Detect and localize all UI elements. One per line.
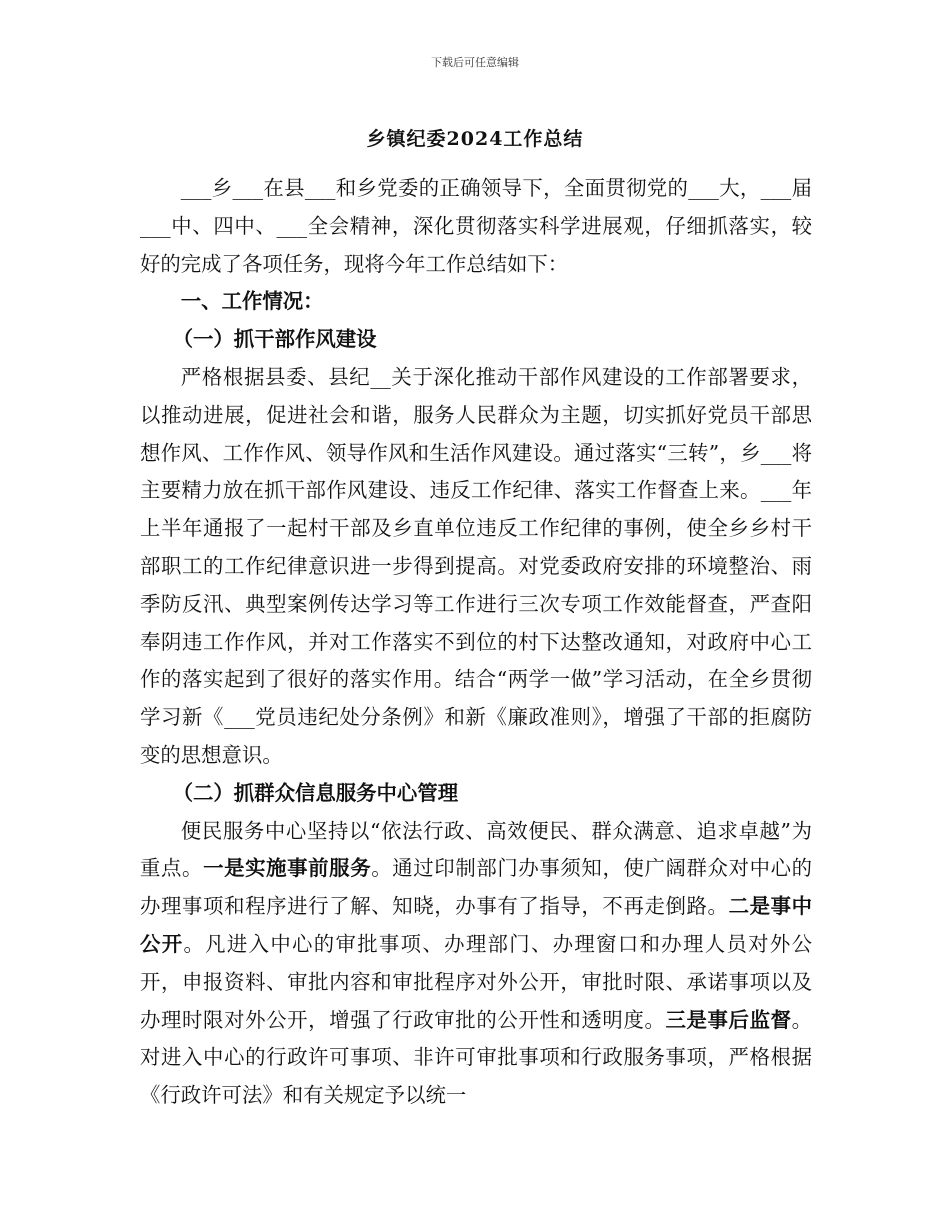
header-note: 下载后可任意编辑 [431,56,519,69]
section-heading-work-status: 一、工作情况： [180,289,324,314]
intro-paragraph: ___乡___在县___和乡党委的正确领导下，全面贯彻党的___大，___届___中、四中、___全会精神，深化贯彻落实科学进展观，仔细抓落实，较好的完成了各项任务，现将今年工作总结如下： [140,176,812,276]
point-two-text: 。凡进入中心的审批事项、办理部门、办理窗口和办理人员对外公开，申报资料、审批内容和审批程序对外公开，审批时限、承诺事项以及办理时限对外公开，增强了行政审批的公开性和透明度。 [140,931,813,1032]
point-two-label: 二是事中公开 [140,894,813,956]
document-body [140,170,812,1115]
service-center-intro: 便民服务中心坚持以“依法行政、高效便民、群众满意、追求卓越”为重点。 [140,818,812,881]
subsection-heading-service-center: （二）抓群众信息服务中心管理 [172,780,459,805]
document-title: 乡镇纪委2024工作总结 [366,128,584,150]
service-center-paragraph [140,813,812,1115]
subsection-heading-cadre-style: （一）抓干部作风建设 [172,327,377,352]
point-three-text: 。对进入中心的行政许可事项、非许可审批事项和行政服务事项，严格根据《行政许可法》和有关规定予以统一 [140,1007,813,1108]
point-three-label: 三是事后监督 [665,1007,792,1032]
point-one-text: 。通过印制部门办事须知，使广阔群众对中心的办理事项和程序进行了解、知晓，办事有了指导，不再走倒路。 [140,856,813,919]
point-one-label: 一是实施事前服务 [203,856,372,881]
cadre-style-paragraph: 严格根据县委、县纪__关于深化推动干部作风建设的工作部署要求，以推动进展，促进社会和谐，服务人民群众为主题，切实抓好党员干部思想作风、工作作风、领导作风和生活作风建设。通过落实“三转”，乡___将主要精力放在抓干部作风建设、违反工作纪律、落实工作督查上来。___年上半年通报了一起村干部及乡直单位违反工作纪律的事例，使全乡乡村干部职工的工作纪律意识进一步得到提高。对党委政府安排的环境整治、雨季防反汛、典型案例传达学习等工作进行三次专项工作效能督查，严查阳奉阴违工作作风，并对工作落实不到位的村下达整改通知，对政府中心工作的落实起到了很好的落实作用。结合“两学一做”学习活动，在全乡贯彻学习新《___党员违纪处分条例》和新《廉政准则》，增强了干部的拒腐防变的思想意识。 [140,364,812,767]
